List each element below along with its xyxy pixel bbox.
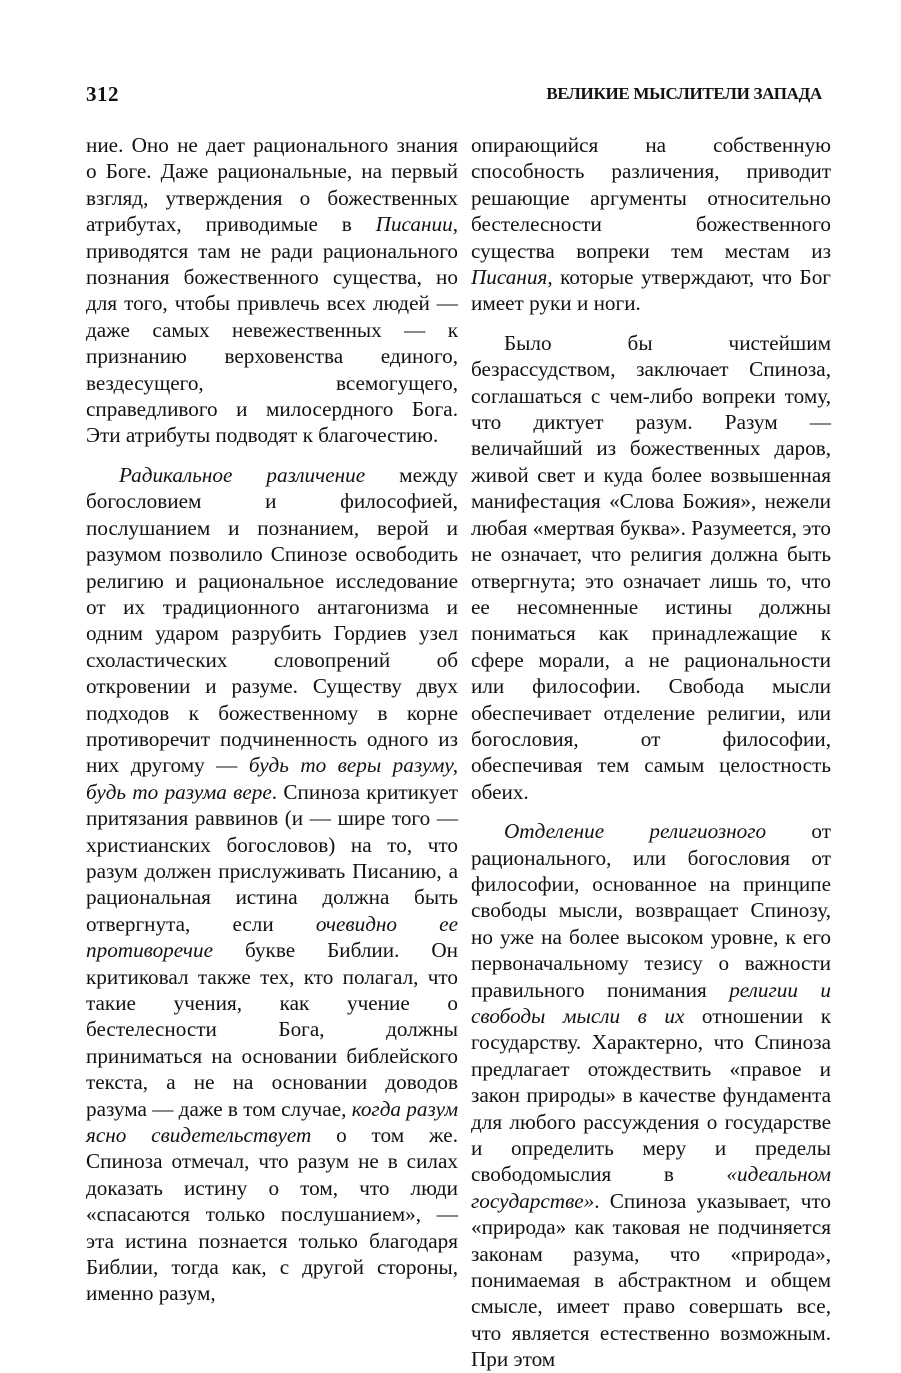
text-run: опирающийся на собственную способность различения, приводит решающие аргументы относительно бестелесности божественного существа вопреки тем местам из (471, 133, 831, 263)
text-run: о том же. Спиноза отмечал, что разум не в силах доказать истину о том, что люди «спасаются только послушанием», — эта истина познается только благодаря Библии, тогда как, с другой стороны, именно разум, (86, 1123, 458, 1306)
text-run: от рационального, или богословия от философии, основанное на принципе свободы мысли, возвращает Спинозу, но уже на более высоком уровне, к его первоначальному тезису о важности правильного понимания (471, 819, 832, 1002)
paragraph-3 (471, 818, 831, 1373)
italic-run: Писания (471, 265, 548, 290)
running-title: ВЕЛИКИЕ МЫСЛИТЕЛИ ЗАПАДА (546, 84, 822, 103)
italic-run: будь то веры разуму, будь то разума вере (86, 753, 458, 804)
left-column (86, 132, 459, 1306)
text-run: между богословием и философией, послушанием и познанием, верой и разумом позволило Спинозе освободить религию и рациональное исследование от их традиционного антагонизма и одним ударом разрубить Гордиев узел схоластических словопрений об откровении и разуме. Существу двух подходов к божественному в корне противоречит подчиненность одного из них другому — (86, 462, 459, 778)
italic-run: религии и свободы мысли в их (471, 977, 831, 1028)
text-run: отношении к государству. Характерно, что Спиноза предлагает отождествить «правое и закон природы» в качестве фундамента для любого рассуждения о государстве и определить меру и пределы свободомыслия в (471, 1004, 831, 1187)
italic-run: Писании (375, 212, 453, 237)
text-run: , которые утверждают, что Бог имеет руки и ноги. (471, 265, 831, 316)
italic-run: Радикальное различение (119, 462, 366, 487)
paragraph-1 (86, 132, 458, 449)
text-run: , приводятся там не ради рационального познания божественного существа, но для того, чтобы привлечь всех людей — даже самых невежественных — к признанию верховенства единого, вездесущего, всемогущего, справедливого и милосердного Бога. Эти атрибуты подводят к благочестию. (86, 212, 458, 448)
text-run: ние. Оно не дает рационального знания о Боге. Даже рациональные, на первый взгляд, утверждения о божественных атрибутах, приводимые в (86, 133, 458, 237)
right-column (471, 132, 832, 1372)
text-run: букве Библии. Он критиковал также тех, кто полагал, что такие учения, как учение о бестелесности Бога, должны приниматься на основании библейского текста, а не на основании доводов разума — даже в том случае, (86, 938, 458, 1121)
text-run: . Спиноза указывает, что «природа» как таковая не подчиняется законам разума, что «природа», понимаемая в абстрактном и общем смысле, имеет право совершать все, что является естественно возможным. При этом (471, 1188, 831, 1372)
paragraph-1 (471, 132, 831, 317)
text-run: . Спиноза критикует притязания раввинов (и — шире того — христианских богословов) на то, что разум должен прислуживать Писанию, а рациональная истина должна быть отвергнута, если (86, 779, 458, 936)
italic-run: когда разум ясно свидетельствует (86, 1096, 459, 1148)
italic-run: Отделение религиозного (504, 819, 767, 844)
paragraph-2 (86, 462, 458, 1307)
paragraph-2: Было бы чистейшим безрассудством, заключает Спиноза, соглашаться с чем-либо вопреки тому, что диктует разум. Разум — величайший из божественных даров, живой свет и куда более возвышенная манифестация «Слова Божия», нежели любая «мертвая буква». Разумеется, это не означает, что религия должна быть отвергнута; это означает лишь то, что ее несомненные истины должны пониматься как принадлежащие к сфере морали, а не рациональности или философии. Свобода мысли обеспечивает отделение религии, или богословия, от философии, обеспечивая тем самым целостность обеих. (471, 330, 831, 804)
italic-run: «идеальном государстве» (471, 1162, 831, 1213)
page-header (86, 82, 822, 110)
italic-run: очевидно ее противоречие (86, 911, 458, 963)
page-number: 312 (86, 82, 119, 106)
